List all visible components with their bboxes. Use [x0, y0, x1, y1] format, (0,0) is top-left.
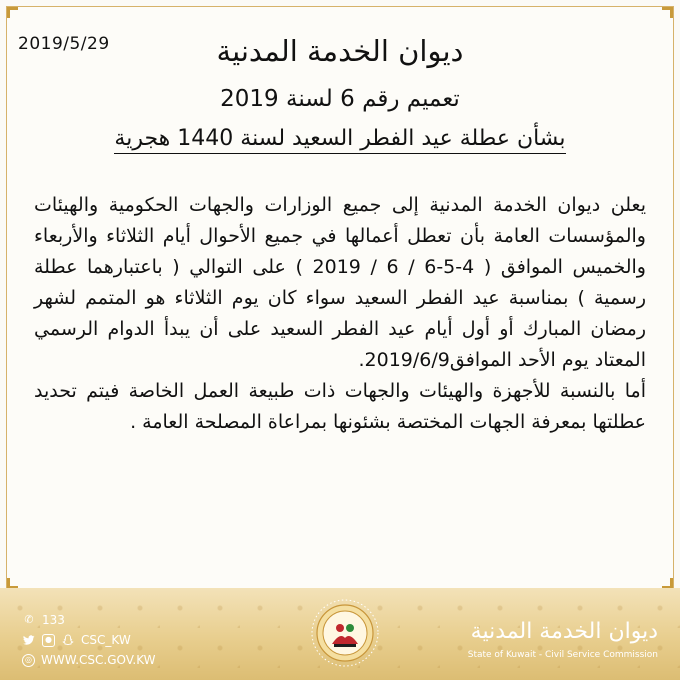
social-row [22, 630, 156, 650]
phone-number[interactable]: 133 [42, 613, 65, 627]
body-paragraph-1: يعلن ديوان الخدمة المدنية إلى جميع الوزارات والجهات الحكومية والهيئات والمؤسسات العامة بأن تعطل أعمالها في جميع الأحوال أيام الثلاثاء والأربعاء والخميس الموافق ( 4-5-6 / 6 / 2019 ) على التوالي ( باعتبارهما عطلة رسمية ) بمناسبة عيد الفطر السعيد سواء كان يوم الثلاثاء هو المتمم لشهر رمضان المبارك أو أول أيام عيد الفطر السعيد على أن يبدأ الدوام الرسمي المعتاد يوم الأحد الموافق2019/6/9. [34, 194, 646, 371]
website-link[interactable]: WWW.CSC.GOV.KW [41, 653, 156, 667]
document-date: 2019/5/29 [18, 34, 110, 54]
website-row [22, 650, 156, 670]
brand-arabic-name: ديوان الخدمة المدنية [470, 619, 658, 644]
instagram-icon[interactable]: ● [42, 634, 55, 647]
announcement-body [34, 190, 646, 438]
frame-corner [7, 7, 18, 18]
subject-line [0, 126, 680, 154]
brand-english-name: State of Kuwait - Civil Service Commission [467, 650, 658, 660]
page-title: ديوان الخدمة المدنية [216, 34, 464, 68]
emblem-rays [312, 600, 378, 666]
twitter-icon[interactable] [22, 633, 36, 647]
contact-info [22, 610, 156, 670]
phone-icon: ✆ [24, 613, 34, 626]
frame-corner [662, 7, 673, 18]
footer-banner [0, 588, 680, 680]
body-paragraph-2: أما بالنسبة للأجهزة والهيئات والجهات ذات طبيعة العمل الخاصة فيتم تحديد عطلتها بمعرفة الجهات المختصة بشئونها بمراعاة المصلحة العامة . [34, 380, 646, 433]
social-handle[interactable]: CSC_KW [81, 633, 131, 647]
phone-row [22, 610, 156, 630]
brand-block [468, 618, 658, 660]
snapchat-icon[interactable] [61, 633, 75, 647]
csc-emblem-logo [310, 598, 380, 668]
subject-text: بشأن عطلة عيد الفطر السعيد لسنة 1440 هجرية [114, 126, 565, 154]
web-icon: ◎ [22, 654, 35, 667]
circular-number: تعميم رقم 6 لسنة 2019 [220, 86, 460, 112]
